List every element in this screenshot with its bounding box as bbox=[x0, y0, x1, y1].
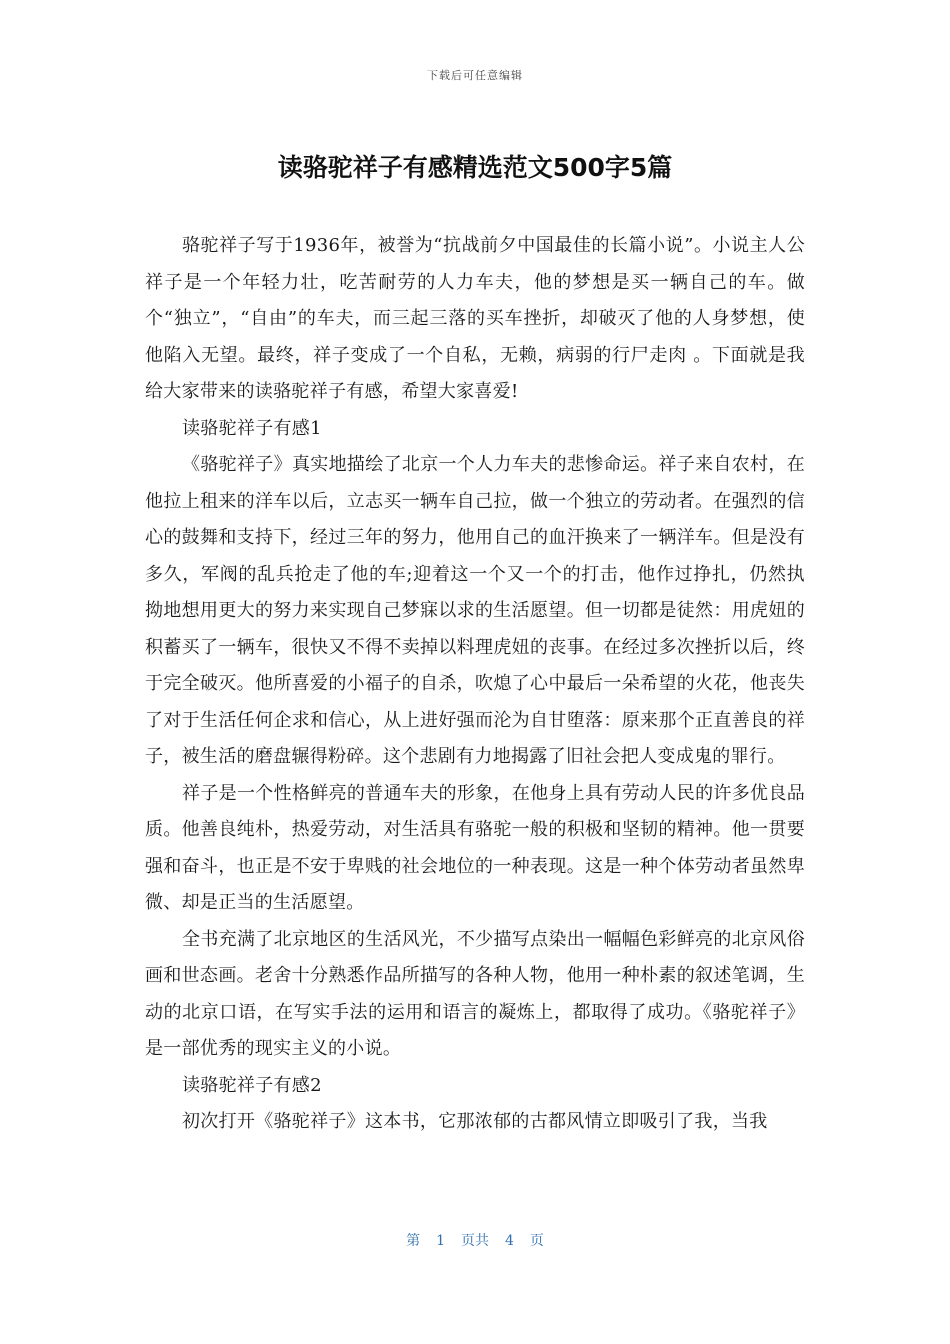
body-paragraph: 全书充满了北京地区的生活风光，不少描写点染出一幅幅色彩鲜亮的北京风俗画和世态画。老舍十分熟悉作品所描写的各种人物，他用一种朴素的叙述笔调，生动的北京口语，在写实手法的运用和语言的凝炼上，都取得了成功。《骆驼祥子》是一部优秀的现实主义的小说。 bbox=[145, 928, 805, 1059]
body-paragraph: 祥子是一个性格鲜亮的普通车夫的形象，在他身上具有劳动人民的许多优良品质。他善良纯朴，热爱劳动，对生活具有骆驼一般的积极和坚韧的精神。他一贯要强和奋斗，也正是不安于卑贱的社会地位的一种表现。这是一种个体劳动者虽然卑微、却是正当的生活愿望。 bbox=[145, 782, 805, 913]
page-footer bbox=[0, 1230, 950, 1250]
footer-middle: 页共 bbox=[461, 1233, 489, 1249]
page-total: 4 bbox=[505, 1233, 514, 1249]
section-heading-1: 读骆驼祥子有感1 bbox=[182, 417, 322, 439]
footer-suffix: 页 bbox=[529, 1233, 544, 1249]
document-title: 读骆驼祥子有感精选范文500字5篇 bbox=[277, 153, 673, 182]
header-note: 下载后可任意编辑 bbox=[427, 69, 523, 82]
section-heading-2: 读骆驼祥子有感2 bbox=[182, 1074, 322, 1096]
page-number: 1 bbox=[436, 1233, 445, 1249]
intro-paragraph: 骆驼祥子写于1936年，被誉为“抗战前夕中国最佳的长篇小说”。小说主人公祥子是一个年轻力壮，吃苦耐劳的人力车夫，他的梦想是买一辆自己的车。做个“独立”，“自由”的车夫，而三起三落的买车挫折，却破灭了他的人身梦想，使他陷入无望。最终，祥子变成了一个自私，无赖，病弱的行尸走肉 。下面就是我给大家带来的读骆驼祥子有感，希望大家喜爱! bbox=[145, 235, 805, 402]
footer-prefix: 第 bbox=[406, 1233, 421, 1249]
document-body bbox=[145, 228, 805, 1141]
body-paragraph: 初次打开《骆驼祥子》这本书，它那浓郁的古都风情立即吸引了我，当我 bbox=[182, 1111, 768, 1132]
body-paragraph: 《骆驼祥子》真实地描绘了北京一个人力车夫的悲惨命运。祥子来自农村，在他拉上租来的洋车以后，立志买一辆车自己拉，做一个独立的劳动者。在强烈的信心的鼓舞和支持下，经过三年的努力，他用自己的血汗换来了一辆洋车。但是没有多久，军阀的乱兵抢走了他的车;迎着这一个又一个的打击，他作过挣扎，仍然执拗地想用更大的努力来实现自己梦寐以求的生活愿望。但一切都是徒然：用虎妞的积蓄买了一辆车，很快又不得不卖掉以料理虎妞的丧事。在经过多次挫折以后，终于完全破灭。他所喜爱的小福子的自杀，吹熄了心中最后一朵希望的火花，他丧失了对于生活任何企求和信心，从上进好强而沦为自甘堕落：原来那个正直善良的祥子，被生活的磨盘辗得粉碎。这个悲剧有力地揭露了旧社会把人变成鬼的罪行。 bbox=[145, 454, 805, 767]
